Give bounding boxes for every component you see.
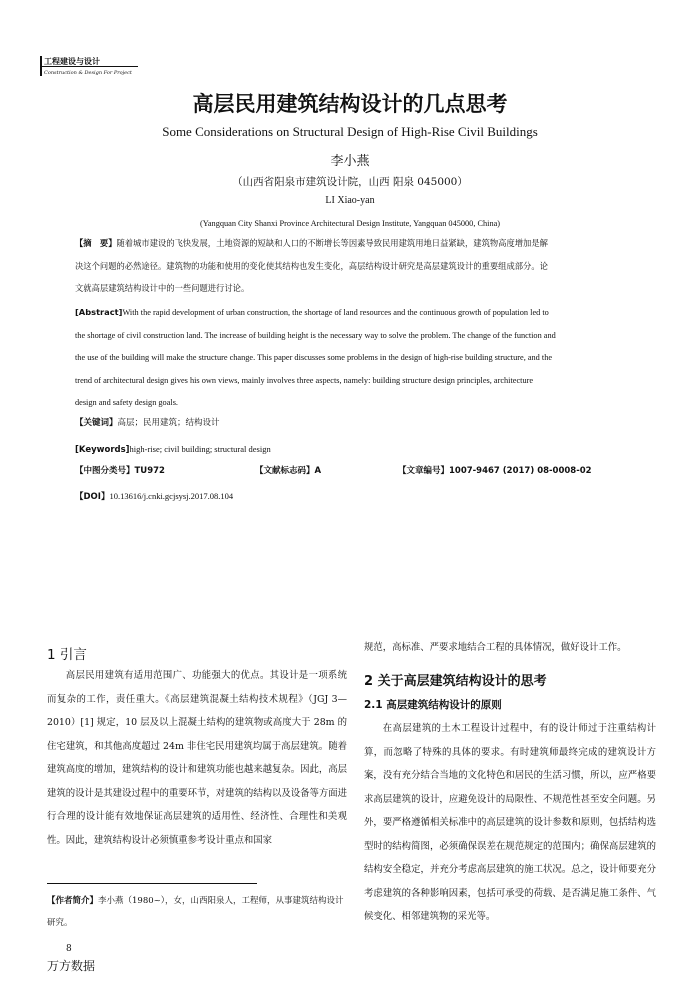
- footnote-rule: [47, 883, 257, 884]
- keywords-en-text: high-rise; civil building; structural design: [129, 444, 271, 454]
- doi-link[interactable]: 10.13616/j.cnki.gcjsysj.2017.08.104: [109, 491, 234, 501]
- clc-number: 【中图分类号】TU972: [75, 466, 165, 476]
- abstract-en-line: the shortage of civil construction land. The increase of building height is the necessary way to solve the problem. The change of the function and: [75, 330, 556, 340]
- keywords-cn-text: 高层；民用建筑；结构设计: [117, 418, 220, 428]
- abstract-cn-line: [75, 232, 627, 255]
- keywords-cn-label: 【关键词】: [75, 418, 118, 428]
- left-column: [47, 664, 347, 852]
- keywords-en-label: [Keywords]: [75, 445, 130, 455]
- author-affiliation: （山西省阳泉市建筑设计院，山西 阳泉 045000）: [232, 176, 468, 188]
- watermark: 万方数据: [47, 959, 96, 973]
- abstract-cn: [75, 232, 627, 300]
- article-number: 【文章编号】1007-9467 (2017) 08-0008-02: [398, 466, 592, 476]
- abstract-en-label: [Abstract]: [75, 307, 123, 317]
- author-name-en: LI Xiao-yan: [325, 195, 375, 206]
- header-rule: [42, 66, 138, 67]
- document-code: 【文献标志码】A: [255, 466, 322, 476]
- abstract-cn-label: 【摘 要】: [75, 238, 117, 248]
- section-2-heading: 2 关于高层建筑结构设计的思考: [364, 674, 547, 689]
- abstract-en-line: design and safety design goals.: [75, 398, 178, 407]
- right-column-continuation: 规范，高标准、严要求地结合工程的具体情况，做好设计工作。: [364, 642, 627, 653]
- page-number: 8: [66, 944, 72, 954]
- abstract-en-line: the use of the building will make the structure change. This paper discusses some problems in the design of high-rise building structure, and the: [75, 353, 553, 362]
- journal-name-cn: 工程建设与设计: [44, 57, 100, 66]
- abstract-cn-line: 决这个问题的必然途径。建筑物的功能和使用的变化使其结构也发生变化，高层结构设计研究是高层建筑设计的重要组成部分。论: [75, 260, 548, 271]
- author-name: 李小燕: [330, 154, 370, 169]
- doi-line: [75, 485, 627, 509]
- author-bio-footnote: [47, 890, 347, 934]
- article-title-en: Some Considerations on Structural Design of High-Rise Civil Buildings: [162, 124, 538, 139]
- right-column: [364, 717, 656, 929]
- author-bio-label: 【作者简介】: [47, 896, 99, 906]
- section-1-heading: 1 引言: [47, 647, 87, 663]
- doi-label: 【DOI】: [75, 492, 110, 502]
- journal-header: [40, 56, 150, 76]
- abstract-en-line: [75, 301, 627, 325]
- abstract-cn-line: 文就高层建筑结构设计中的一些问题进行讨论。: [75, 283, 250, 293]
- keywords-cn: [75, 412, 627, 435]
- author-bio-text: 李小燕（1980~），女，山西阳泉人，工程师，从事建筑结构设计研究。: [47, 896, 344, 928]
- article-title: 高层民用建筑结构设计的几点思考: [192, 92, 508, 116]
- abstract-en: [75, 301, 627, 415]
- keywords-en: [75, 438, 627, 462]
- abstract-en-text: With the rapid development of urban construction, the shortage of land resources and the continuous growth of population led to: [122, 308, 549, 317]
- journal-name-en: Construction & Design For Project: [44, 70, 132, 76]
- author-affiliation-en: (Yangquan City Shanxi Province Architectural Design Institute, Yangquan 045000, China): [199, 219, 501, 228]
- section-2-1-paragraph: 在高层建筑的土木工程设计过程中，有的设计师过于注重结构计算，而忽略了特殊的具体的要求。有时建筑师最终完成的建筑设计方案，没有充分结合当地的文化特色和居民的生活习惯，所以，应严格要求高层建筑的设计，应避免设计的局限性、不规范性甚至安全问题。另外，要严格遵循相关标准中的高层建筑的设计参数和原则，包括结构选型时的结构简图，必须确保误差在规范规定的范围内；确保高层建筑的结构安全稳定，并充分考虑高层建筑的施工状况。总之，设计师要充分考虑建筑的各种影响因素，包括可承受的荷载、是否满足施工条件、气候变化、相邻建筑物的采光等。: [364, 723, 656, 922]
- section-1-paragraph: 高层民用建筑有适用范围广、功能强大的优点。其设计是一项系统而复杂的工作，责任重大。《高层建筑混凝土结构技术规程》（JGJ 3—2010）[1] 规定，10 层及以上混凝土结构的建筑物或高度大于 28m 的住宅建筑，和其他高度超过 24m 非住宅民用建筑均属于高层建筑。随着建筑高度的增加，建筑结构的设计和建筑功能也越来越复杂。因此，高层建筑的设计是其建设过程中的重要环节，对建筑的结构以及设备等方面进行合理的设计能有效地保证高层建筑的适用性、经济性、合理性和美观性。因此，建筑结构设计必须慎重参考设计重点和国家: [47, 670, 348, 846]
- abstract-en-line: trend of architectural design gives his own views, mainly involves three aspects, namely: building structure design principles, architecture: [75, 375, 534, 385]
- section-2-1-heading: 2.1 高层建筑结构设计的原则: [364, 699, 502, 711]
- abstract-cn-text: 随着城市建设的飞快发展，土地资源的短缺和人口的不断增长等因素导致民用建筑用地日益紧缺，建筑物高度增加是解: [116, 238, 548, 248]
